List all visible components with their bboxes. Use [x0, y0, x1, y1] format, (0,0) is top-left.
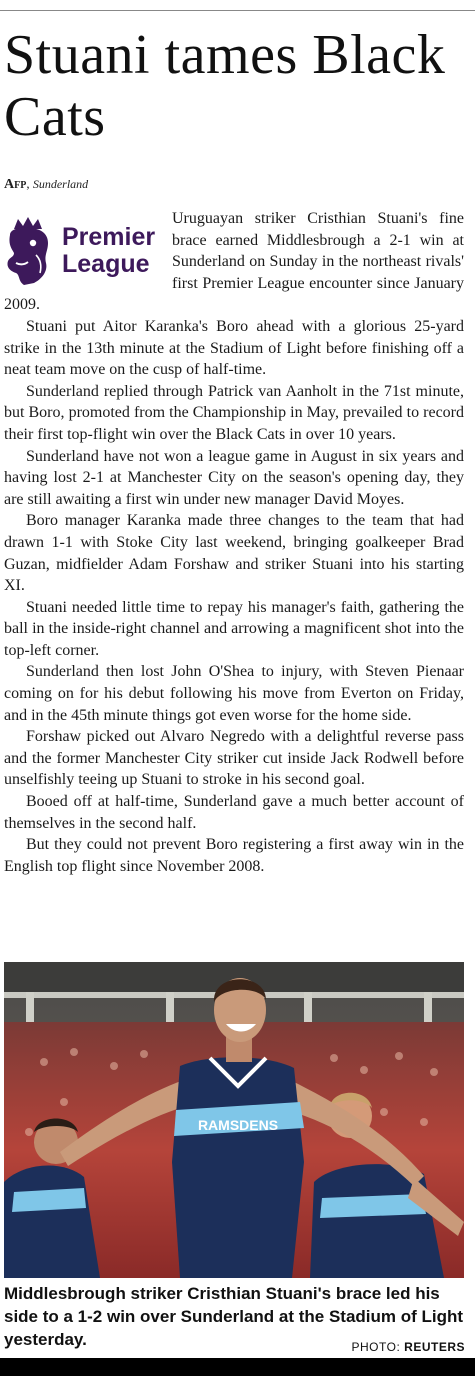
- article-paragraph: Stuani needed little time to repay his manager's faith, gathering the ball in the inside-right channel and arrowing a magnificent shot into the top-left corner.: [4, 598, 464, 659]
- top-rule: [0, 10, 475, 11]
- shirt-sponsor: RAMSDENS: [197, 1117, 279, 1133]
- lion-crest-icon: [0, 215, 56, 287]
- article-body: [4, 208, 464, 877]
- article-paragraph: Boro manager Karanka made three changes to the team that had drawn 1-1 with Stoke City last weekend, bringing goalkeeper Brad Guzan, midfielder Adam Forshaw and striker Stuani into his starting XI.: [4, 512, 464, 595]
- logo-wordmark: [62, 224, 155, 278]
- photo-credit: [352, 1340, 465, 1354]
- article-paragraph: Stuani put Aitor Karanka's Boro ahead with a glorious 25-yard strike in the 13th minute at the Stadium of Light before finishing off a neat team move on the cusp of half-time.: [4, 317, 464, 379]
- logo-line-2: League: [62, 250, 150, 278]
- byline-location: Sunderland: [32, 177, 89, 191]
- logo-line-1: Premier: [62, 223, 156, 251]
- byline: Afp, Sunderland: [4, 176, 89, 192]
- article-paragraph: Sunderland replied through Patrick van Aanholt in the 71st minute, but Boro, promoted from the Championship in May, prevailed to record their first top-flight win over the Black Cats in over 10 years.: [4, 382, 464, 443]
- credit-label: PHOTO:: [351, 1340, 401, 1354]
- headline: Stuani tames Black Cats: [4, 24, 446, 148]
- premier-league-logo: [0, 208, 166, 294]
- photo-caption: Middlesbrough striker Cristhian Stuani's brace led his side to a 1-2 win over Sunderland at the Stadium of Light yesterday.: [4, 1284, 464, 1349]
- article-paragraph: But they could not prevent Boro registering a first away win in the English top flight since November 2008.: [4, 836, 464, 875]
- bottom-bar: [0, 1358, 475, 1376]
- article-paragraph: Sunderland have not won a league game in August in six years and having lost 2-1 at Manchester City on the season's opening day, they are still awaiting a first win under new manager David Moyes.: [4, 447, 464, 508]
- match-photo: [4, 962, 464, 1278]
- article-paragraph: Sunderland then lost John O'Shea to injury, with Steven Pienaar coming on for his debut following his move from Everton on Friday, and in the 45th minute things got even worse for the home side.: [4, 663, 464, 724]
- credit-source: REUTERS: [404, 1340, 465, 1354]
- article-paragraph: Forshaw picked out Alvaro Negredo with a delightful reverse pass and the former Manchester City striker cut inside Jack Rodwell before unselfishly teeing up Stuani to stroke in his second goal.: [4, 728, 464, 789]
- article-paragraph: Uruguayan striker Cristhian Stuani's fine brace earned Middlesbrough a 2-1 win at Sunderland on Sunday in the northeast rivals' first Premier League encounter since January 2009.: [4, 210, 464, 314]
- stuani-celebration-image: [4, 962, 464, 1278]
- article-paragraph: Booed off at half-time, Sunderland gave a much better account of themselves in the second half.: [4, 793, 464, 832]
- byline-agency: Afp: [4, 177, 27, 192]
